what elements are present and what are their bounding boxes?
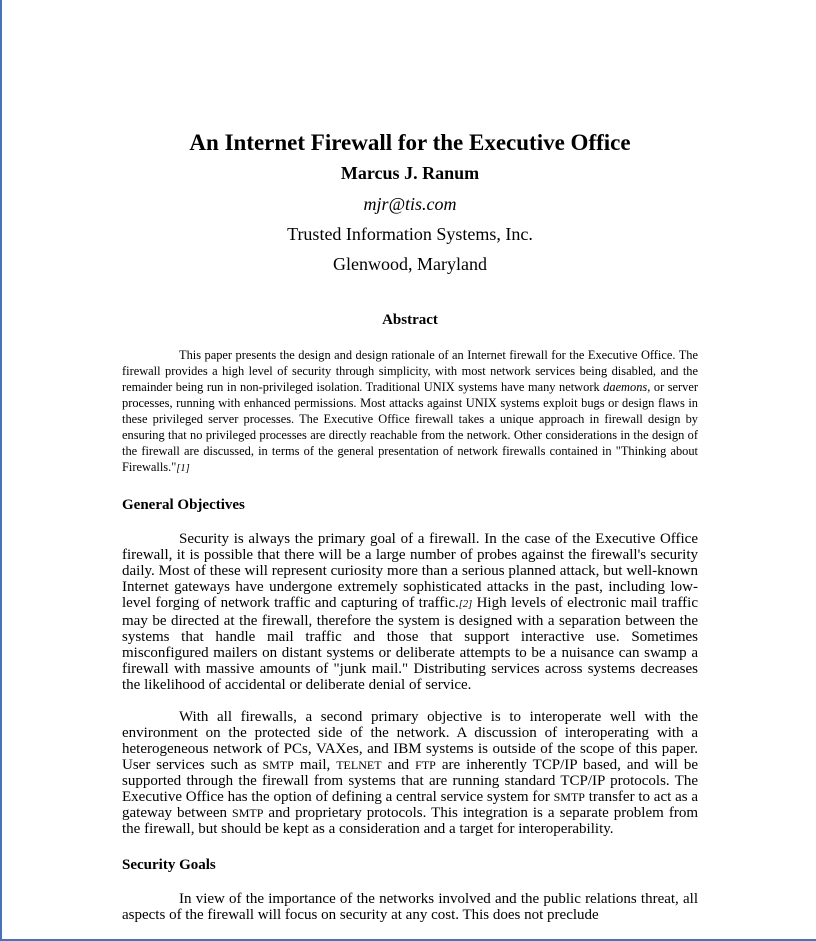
paper-title: An Internet Firewall for the Executive Office xyxy=(189,130,631,155)
acronym: FTP xyxy=(415,758,436,772)
author-name: Marcus J. Ranum xyxy=(340,163,480,183)
abstract-heading: Abstract xyxy=(382,312,438,328)
body-paragraph: In view of the importance of the networks involved and the public relations threat, all aspects of the firewall will focus on security at any cost. This does not preclude xyxy=(122,891,698,923)
paragraph-text: Security is always the primary goal of a firewall. In the case of the Executive Office firewall, it is possible that there will be a large number of probes against the firewall's security daily. Most of these will represent curiosity more than a serious planned attack, but well-known Internet gateways have undergone extremely sophisticated attacks in the past, including low-level forging of network traffic and capturing of traffic. xyxy=(122,531,698,611)
paragraph-text: are inherently TCP/IP based, and will be supported through the firewall from systems that are running standard TCP/IP protocols. The Executive Office has the option of defining a central service system for xyxy=(122,757,698,805)
section-heading-general-objectives: General Objectives xyxy=(122,497,245,513)
paper-page xyxy=(122,128,698,923)
paragraph-text: With all firewalls, a second primary objective is to interoperate well with the environment on the protected side of the network. A discussion of interoperating with a heterogeneous network of PCs, VAXes, and IBM systems is outside of the scope of this paper. User services such as xyxy=(122,709,698,773)
acronym: SMTP xyxy=(232,806,264,820)
acronym: SMTP xyxy=(262,758,294,772)
abstract-text-part: , or server processes, running with enhanced permissions. Most attacks against UNIX systems exploit bugs or design flaws in these privileged server processes. The Executive Office firewall takes a unique approach in firewall design by ensuring that no privileged processes are directly reachable from the network. Other considerations in the design of the firewall are discussed, in terms of the general presentation of network firewalls contained in "Thinking about Firewalls." xyxy=(122,380,698,474)
citation: [1] xyxy=(176,463,190,474)
body-paragraph xyxy=(122,709,698,837)
paragraph-text: transfer to act as a gateway between xyxy=(122,789,698,821)
acronym: TELNET xyxy=(336,758,382,772)
body-paragraph xyxy=(122,531,698,693)
citation: [2] xyxy=(458,599,473,610)
author-location: Glenwood, Maryland xyxy=(333,254,487,274)
abstract-emphasis: daemons xyxy=(603,380,648,394)
author-email: mjr@tis.com xyxy=(363,194,457,214)
paragraph-text: and proprietary protocols. This integration is a separate problem from the firewall, but should be kept as a consideration and a target for interoperability. xyxy=(122,805,698,837)
abstract-text-part: This paper presents the design and design rationale of an Internet firewall for the Executive Office. The firewall provides a high level of security through simplicity, with most network services being disabled, and the remainder being run in non-privileged isolation. Traditional UNIX systems have many network xyxy=(122,348,698,394)
author-affiliation: Trusted Information Systems, Inc. xyxy=(287,224,533,244)
paragraph-text: High levels of electronic mail traffic may be directed at the firewall, therefore the system is designed with a separation between the systems that handle mail traffic and those that support interactive use. Sometimes misconfigured mailers on distant systems or deliberate attempts to be a nuisance can swamp a firewall with massive amounts of "junk mail." Distributing services across systems decreases the likelihood of accidental or deliberate denial of service. xyxy=(122,595,698,693)
paragraph-text: mail, xyxy=(293,757,337,773)
paragraph-text: and xyxy=(381,757,416,773)
section-heading-security-goals: Security Goals xyxy=(122,857,216,873)
acronym: SMTP xyxy=(553,790,585,804)
abstract-text xyxy=(122,347,698,477)
